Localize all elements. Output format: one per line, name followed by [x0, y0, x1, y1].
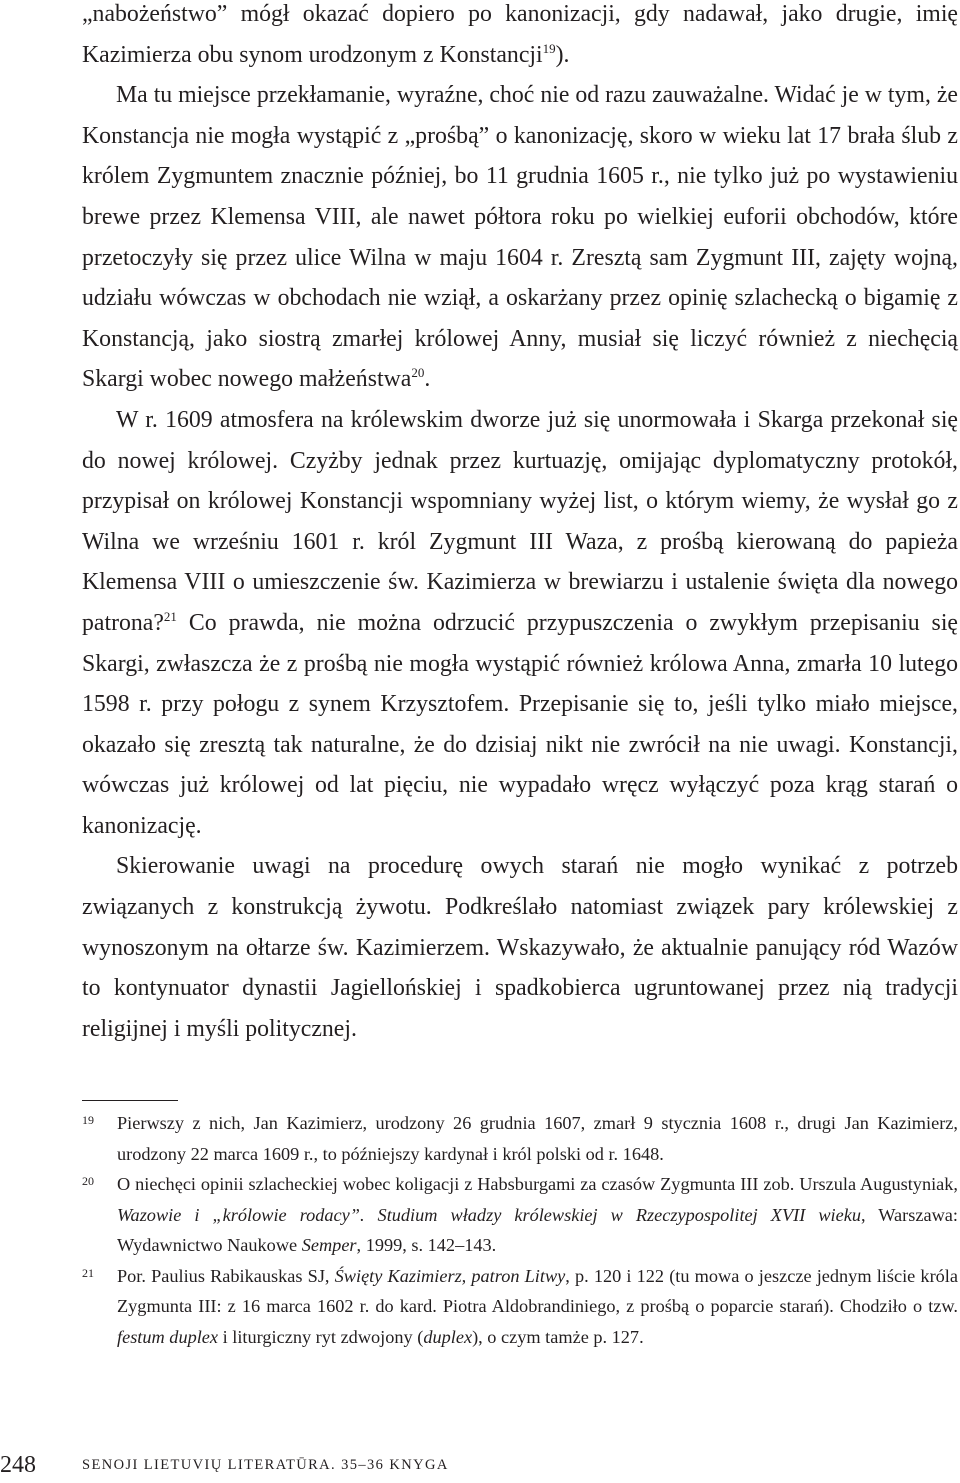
paragraph-1-text: „nabożeństwo” mógł okazać dopiero po kanonizacji, gdy nadawał, jako drugie, imię Kazimierza obu synom urodzonym z Konstancji [82, 1, 958, 68]
footnote-title-italic: Wazowie i „królowie rodacy”. Studium władzy królewskiej w Rzeczypospolitej XVII wieku [117, 1204, 861, 1225]
footnote-title-italic: Święty Kazimierz, patron Litwy [334, 1265, 566, 1286]
footnotes [82, 1108, 958, 1352]
footnote-separator [82, 1100, 178, 1101]
footnote-number: 21 [82, 1265, 94, 1280]
footnote-text: O niechęci opinii szlacheckiej wobec koligacji z Habsburgami za czasów Zygmunta III zob. Urszula Augustyniak, [117, 1174, 958, 1194]
footnote-number: 20 [82, 1174, 94, 1188]
page-number: 248 [0, 1452, 36, 1478]
paragraph-1-end: ). [555, 41, 570, 68]
footnote-19 [82, 1108, 958, 1169]
footnote-text: Por. Paulius Rabikauskas SJ, [117, 1265, 335, 1286]
footnote-21 [82, 1261, 958, 1353]
page-footer [0, 1447, 960, 1483]
footnote-text: , 1999, s. 142–143. [356, 1235, 497, 1255]
paragraph-2-text: Ma tu miejsce przekłamanie, wyraźne, choć nie od razu zauważalne. Widać je w tym, że Konstancja nie mogła wystąpić z „prośbą” o kanonizację, skoro w wieku lat 17 brała ślub z królem Zygmuntem znacznie później, bo 11 grudnia 1605 r., nie tylko już po wystawieniu brewe przez Klemensa VIII, ale nawet półtora roku po wielkiej euforii obchodów, które przetoczyły się przez ulice Wilna w maju 1604 r. Zresztą sam Zygmunt III, zajęty wojną, udziału wówczas w obchodach nie wziął, a oskarżany przez opinię szlachecką o bigamię z Konstancją, jako siostrą zmarłej królowej Anny, musiał się liczyć również z niechęcią Skargi wobec nowego małżeństwa [82, 82, 958, 393]
paragraph-2-end: . [424, 366, 431, 393]
footnote-text: , Warszawa: Wydawnictwo Naukowe [117, 1204, 958, 1255]
paragraph-3 [82, 400, 958, 847]
footnote-number: 19 [82, 1113, 94, 1127]
paragraph-2 [82, 75, 958, 400]
main-text [82, 0, 958, 1049]
footnote-text: ), o czym tamże p. 127. [472, 1326, 644, 1347]
footnote-term-italic: duplex [423, 1326, 473, 1347]
footnote-term-italic: festum duplex [117, 1326, 219, 1347]
paragraph-1 [82, 0, 958, 75]
footnote-ref-21[interactable]: 21 [163, 608, 177, 624]
footnote-20 [82, 1169, 958, 1261]
paragraph-4: Skierowanie uwagi na procedurę owych starań nie mogło wynikać z potrzeb związanych z konstrukcją żywotu. Podkreślało natomiast związek pary królewskiej z wynoszonym na ołtarze św. Kazimierzem. Wskazywało, że aktualnie panujący ród Wazów to kontynuator dynastii Jagiellońskiej i spadkobierca ugruntowanej przez nią tradycji religijnej i myśli politycznej. [82, 853, 958, 1042]
footnote-text: , p. 120 i 122 (tu mowa o jeszcze jednym liście króla Zygmunta III: z 16 marca 1602 r. do kard. Piotra Aldobrandiniego, z prośbą o poparcie starań). Chodziło o tzw. [117, 1265, 958, 1316]
document-page [82, 0, 958, 1049]
footnote-publisher-italic: Semper [301, 1235, 357, 1255]
journal-title: SENOJI LIETUVIŲ LITERATŪRA. 35–36 KNYGA [82, 1457, 449, 1473]
footnote-text: i liturgiczny ryt zdwojony ( [218, 1326, 424, 1347]
footnote-ref-20[interactable]: 20 [411, 365, 425, 381]
paragraph-3-text-b: Co prawda, nie można odrzucić przypuszczenia o zwykłym przepisaniu się Skargi, zwłaszcza że z prośbą nie mogła wystąpić również królowa Anna, zmarła 10 lutego 1598 r. przy połogu z synem Krzysztofem. Przepisanie się to, jeśli tylko miało miejsce, okazało się zresztą tak naturalne, że do dzisiaj nikt nie zwrócił na nie uwagi. Konstancji, wówczas już królowej od lat pięciu, nie wypadało wręcz wyłączyć poza krąg starań o kanonizację. [82, 609, 958, 839]
footnote-ref-19[interactable]: 19 [542, 40, 556, 56]
footnote-text: Pierwszy z nich, Jan Kazimierz, urodzony 26 grudnia 1607, zmarł 9 stycznia 1608 r., drugi Jan Kazimierz, urodzony 22 marca 1609 r., to późniejszy kardynał i król polski od r. 1648. [117, 1113, 958, 1164]
paragraph-3-text-a: W r. 1609 atmosfera na królewskim dworze już się unormowała i Skarga przekonał się do nowej królowej. Czyżby jednak przez kurtuazję, omijając dyplomatyczny protokół, przypisał on królowej Konstancji wspomniany wyżej list, o którym wiemy, że wysłał go z Wilna we wrześniu 1601 r. król Zygmunt III Waza, z prośbą kierowaną do papieża Klemensa VIII o umieszczenie św. Kazimierza w brewiarzu i ustalenie święta dla nowego patrona? [82, 406, 958, 636]
